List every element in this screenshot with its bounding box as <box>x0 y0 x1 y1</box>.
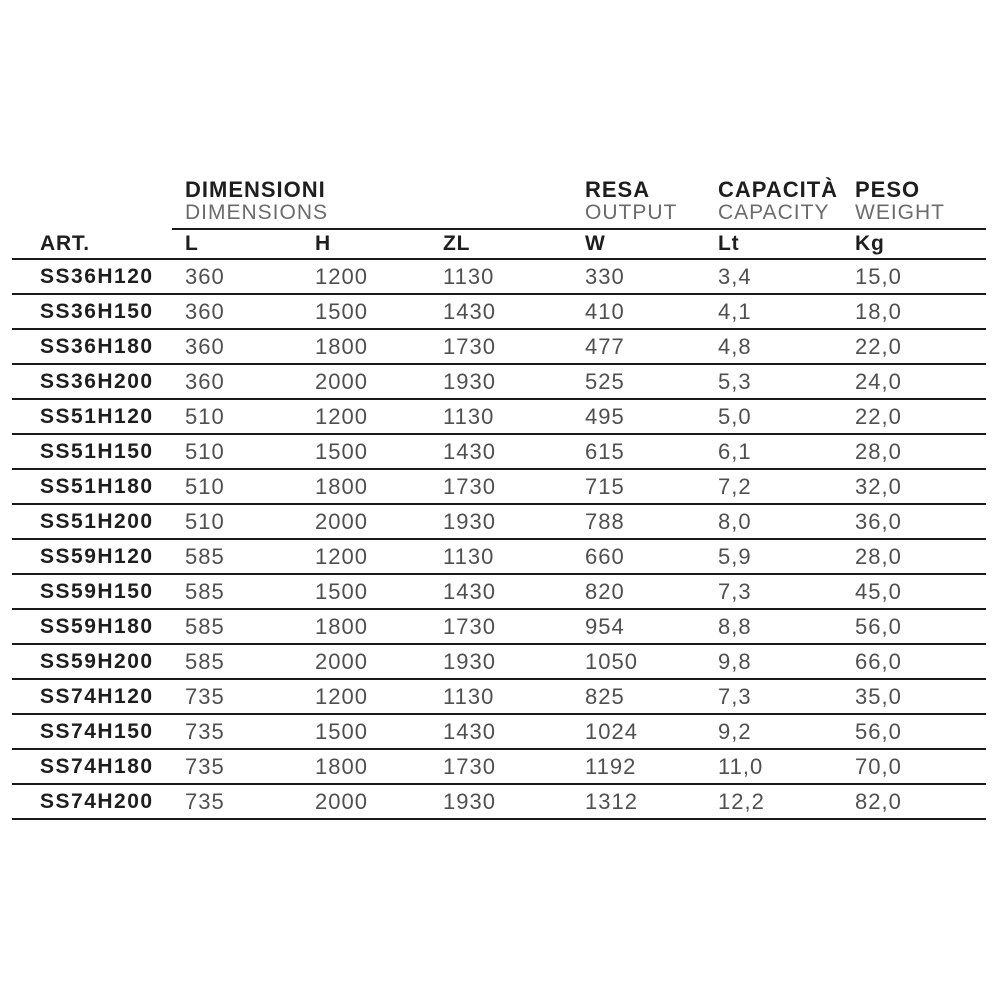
value-cell: 1730 <box>443 329 585 364</box>
value-cell: 360 <box>185 259 315 294</box>
spec-table-body <box>12 259 986 819</box>
group-capacity <box>718 178 838 224</box>
group-header-row <box>12 178 986 230</box>
value-cell: 410 <box>585 294 718 329</box>
article-code-cell: SS59H150 <box>12 574 185 609</box>
value-cell: 615 <box>585 434 718 469</box>
value-cell: 510 <box>185 399 315 434</box>
article-code-cell: SS51H150 <box>12 434 185 469</box>
table-row <box>12 609 986 644</box>
value-cell: 510 <box>185 504 315 539</box>
column-header-lt: Lt <box>718 230 855 259</box>
value-cell: 735 <box>185 714 315 749</box>
value-cell: 5,3 <box>718 364 855 399</box>
group-title: RESA <box>585 177 651 202</box>
value-cell: 2000 <box>315 504 443 539</box>
spec-section <box>12 178 986 820</box>
value-cell: 1024 <box>585 714 718 749</box>
column-header-w: W <box>585 230 718 259</box>
group-weight <box>855 178 945 224</box>
group-subtitle: DIMENSIONS <box>185 201 329 224</box>
article-code-cell: SS51H200 <box>12 504 185 539</box>
table-row <box>12 294 986 329</box>
value-cell: 12,2 <box>718 784 855 819</box>
spec-table <box>12 230 986 820</box>
value-cell: 1730 <box>443 469 585 504</box>
value-cell: 45,0 <box>855 574 986 609</box>
table-row <box>12 259 986 294</box>
value-cell: 5,9 <box>718 539 855 574</box>
table-row <box>12 574 986 609</box>
value-cell: 585 <box>185 644 315 679</box>
value-cell: 585 <box>185 609 315 644</box>
value-cell: 735 <box>185 784 315 819</box>
group-title: DIMENSIONI <box>185 177 326 202</box>
value-cell: 495 <box>585 399 718 434</box>
article-code-cell: SS36H200 <box>12 364 185 399</box>
group-dimensions <box>185 178 328 224</box>
table-row <box>12 784 986 819</box>
value-cell: 28,0 <box>855 434 986 469</box>
value-cell: 330 <box>585 259 718 294</box>
value-cell: 22,0 <box>855 399 986 434</box>
value-cell: 360 <box>185 294 315 329</box>
value-cell: 3,4 <box>718 259 855 294</box>
article-code-cell: SS51H120 <box>12 399 185 434</box>
article-code-cell: SS74H150 <box>12 714 185 749</box>
value-cell: 1800 <box>315 469 443 504</box>
value-cell: 8,8 <box>718 609 855 644</box>
table-row <box>12 714 986 749</box>
value-cell: 820 <box>585 574 718 609</box>
value-cell: 36,0 <box>855 504 986 539</box>
value-cell: 1930 <box>443 784 585 819</box>
value-cell: 1430 <box>443 434 585 469</box>
value-cell: 56,0 <box>855 609 986 644</box>
article-code-cell: SS74H180 <box>12 749 185 784</box>
value-cell: 510 <box>185 469 315 504</box>
value-cell: 510 <box>185 434 315 469</box>
value-cell: 1500 <box>315 714 443 749</box>
article-code-cell: SS59H200 <box>12 644 185 679</box>
group-subtitle: OUTPUT <box>585 201 678 224</box>
table-row <box>12 679 986 714</box>
value-cell: 1200 <box>315 539 443 574</box>
article-code-cell: SS74H200 <box>12 784 185 819</box>
value-cell: 1930 <box>443 364 585 399</box>
group-title: CAPACITÀ <box>718 177 839 202</box>
value-cell: 1200 <box>315 679 443 714</box>
value-cell: 788 <box>585 504 718 539</box>
value-cell: 6,1 <box>718 434 855 469</box>
article-code-cell: SS36H120 <box>12 259 185 294</box>
article-code-cell: SS59H180 <box>12 609 185 644</box>
group-output <box>585 178 677 224</box>
value-cell: 585 <box>185 539 315 574</box>
column-header-h: H <box>315 230 443 259</box>
article-code-cell: SS36H150 <box>12 294 185 329</box>
value-cell: 28,0 <box>855 539 986 574</box>
value-cell: 1430 <box>443 714 585 749</box>
value-cell: 1312 <box>585 784 718 819</box>
column-header-row <box>12 230 986 259</box>
value-cell: 1930 <box>443 644 585 679</box>
value-cell: 18,0 <box>855 294 986 329</box>
value-cell: 1430 <box>443 294 585 329</box>
value-cell: 735 <box>185 749 315 784</box>
column-header-l: L <box>185 230 315 259</box>
value-cell: 1500 <box>315 434 443 469</box>
value-cell: 1800 <box>315 609 443 644</box>
value-cell: 1800 <box>315 329 443 364</box>
value-cell: 8,0 <box>718 504 855 539</box>
value-cell: 9,8 <box>718 644 855 679</box>
article-code-cell: SS36H180 <box>12 329 185 364</box>
value-cell: 32,0 <box>855 469 986 504</box>
group-subtitle: WEIGHT <box>855 201 945 224</box>
value-cell: 7,3 <box>718 574 855 609</box>
value-cell: 954 <box>585 609 718 644</box>
table-row <box>12 749 986 784</box>
value-cell: 7,3 <box>718 679 855 714</box>
article-code-cell: SS59H120 <box>12 539 185 574</box>
value-cell: 82,0 <box>855 784 986 819</box>
value-cell: 1930 <box>443 504 585 539</box>
table-row <box>12 364 986 399</box>
table-row <box>12 329 986 364</box>
value-cell: 1130 <box>443 399 585 434</box>
value-cell: 1800 <box>315 749 443 784</box>
value-cell: 70,0 <box>855 749 986 784</box>
group-underline-rule <box>172 228 986 230</box>
value-cell: 1500 <box>315 574 443 609</box>
value-cell: 66,0 <box>855 644 986 679</box>
value-cell: 22,0 <box>855 329 986 364</box>
value-cell: 7,2 <box>718 469 855 504</box>
column-header-kg: Kg <box>855 230 986 259</box>
value-cell: 56,0 <box>855 714 986 749</box>
value-cell: 35,0 <box>855 679 986 714</box>
value-cell: 9,2 <box>718 714 855 749</box>
value-cell: 1050 <box>585 644 718 679</box>
table-row <box>12 504 986 539</box>
value-cell: 2000 <box>315 364 443 399</box>
article-code-cell: SS51H180 <box>12 469 185 504</box>
value-cell: 1500 <box>315 294 443 329</box>
value-cell: 4,8 <box>718 329 855 364</box>
value-cell: 2000 <box>315 644 443 679</box>
value-cell: 1200 <box>315 259 443 294</box>
value-cell: 525 <box>585 364 718 399</box>
table-row <box>12 399 986 434</box>
table-row <box>12 644 986 679</box>
value-cell: 1130 <box>443 259 585 294</box>
value-cell: 477 <box>585 329 718 364</box>
value-cell: 11,0 <box>718 749 855 784</box>
group-subtitle: CAPACITY <box>718 201 830 224</box>
value-cell: 1192 <box>585 749 718 784</box>
value-cell: 1730 <box>443 749 585 784</box>
value-cell: 1730 <box>443 609 585 644</box>
value-cell: 15,0 <box>855 259 986 294</box>
value-cell: 585 <box>185 574 315 609</box>
table-row <box>12 539 986 574</box>
article-code-cell: SS74H120 <box>12 679 185 714</box>
value-cell: 4,1 <box>718 294 855 329</box>
value-cell: 1130 <box>443 539 585 574</box>
column-header-art: ART. <box>12 230 185 259</box>
table-row <box>12 434 986 469</box>
value-cell: 360 <box>185 329 315 364</box>
table-row <box>12 469 986 504</box>
value-cell: 1200 <box>315 399 443 434</box>
value-cell: 825 <box>585 679 718 714</box>
value-cell: 1430 <box>443 574 585 609</box>
value-cell: 5,0 <box>718 399 855 434</box>
column-header-zl: ZL <box>443 230 585 259</box>
value-cell: 735 <box>185 679 315 714</box>
value-cell: 1130 <box>443 679 585 714</box>
value-cell: 24,0 <box>855 364 986 399</box>
value-cell: 715 <box>585 469 718 504</box>
value-cell: 660 <box>585 539 718 574</box>
value-cell: 2000 <box>315 784 443 819</box>
group-title: PESO <box>855 177 921 202</box>
value-cell: 360 <box>185 364 315 399</box>
